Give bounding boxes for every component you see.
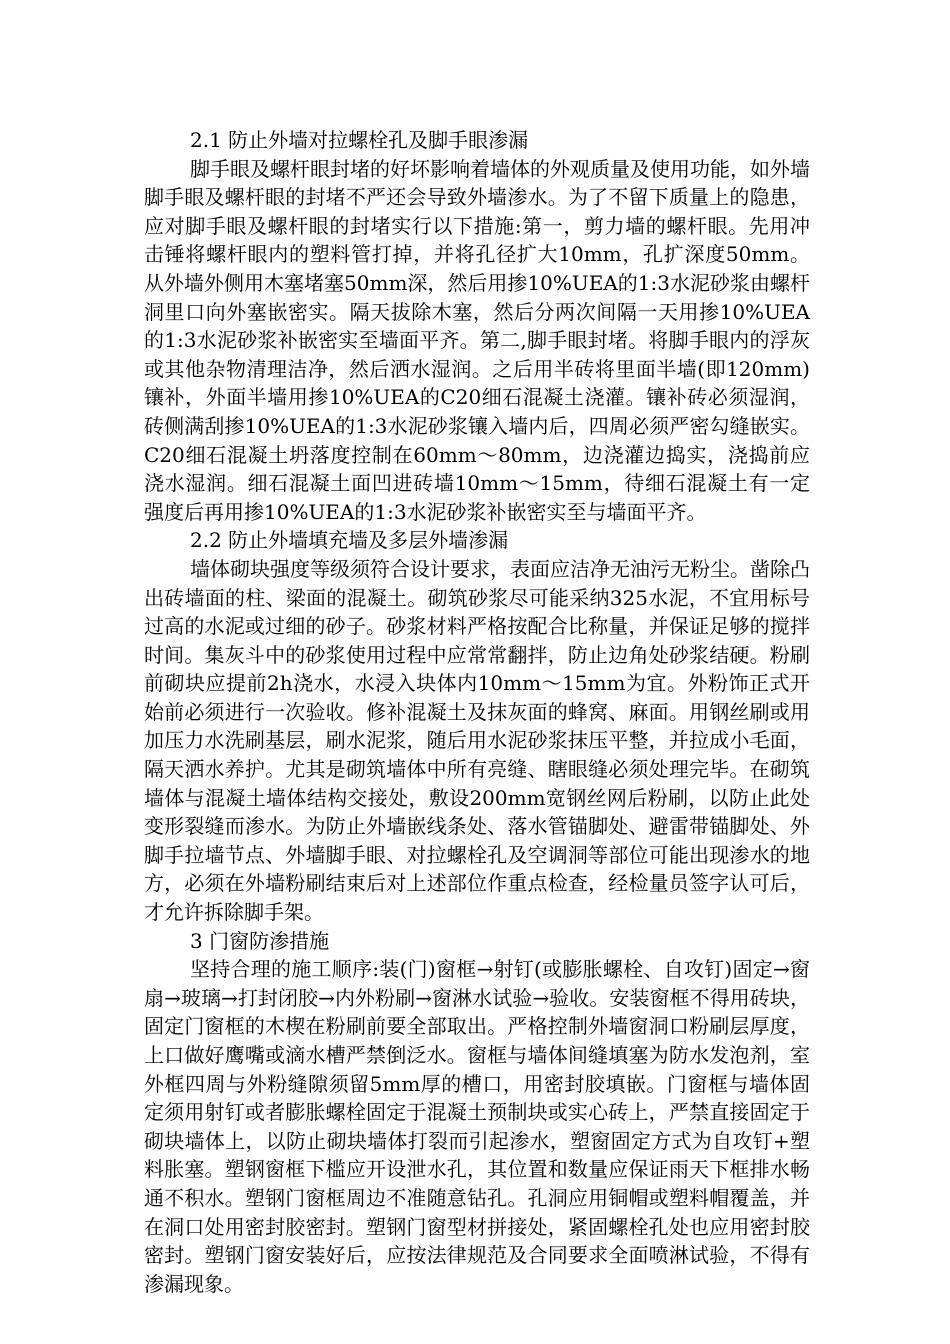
section-heading-2-1: 2.1 防止外墙对拉螺栓孔及脚手眼渗漏: [190, 128, 529, 152]
section-paragraph-2-2: 墙体砌块强度等级须符合设计要求，表面应洁净无油污无粉尘。凿除凸出砖墙面的柱、梁面的混凝土。砌筑砂浆尽可能采纳325水泥，不宜用标号过高的水泥或过细的砂子。砂浆材料严格按配合比称量，并保证足够的搅拌时间。集灰斗中的砂浆使用过程中应常常翻拌，防止边角处砂浆结硬。粉刷前砌块应提前2h浇水，水浸入块体内10mm～15mm为宜。外粉饰正式开始前必须进行一次验收。修补混凝土及抹灰面的蜂窝、麻面。用钢丝刷或用加压力水洗刷基层，刷水泥浆，随后用水泥砂浆抹压平整，并拉成小毛面，隔天洒水养护。尤其是砌筑墙体中所有亮缝、瞎眼缝必须处理完毕。在砌筑墙体与混凝土墙体结构交接处，敷设200mm宽钢丝网后粉刷，以防止此处变形裂缝而渗水。为防止外墙嵌线条处、落水管锚脚处、避雷带锚脚处、外脚手拉墙节点、外墙脚手眼、对拉螺栓孔及空调洞等部位可能出现渗水的地方，必须在外墙粉刷结束后对上述部位作重点检查，经检量员签字认可后，才允许拆除脚手架。: [144, 556, 810, 925]
section-heading-2-2: 2.2 防止外墙填充墙及多层外墙渗漏: [190, 528, 509, 553]
document-body: [144, 126, 810, 1298]
section-heading-3: 3 门窗防渗措施: [190, 928, 330, 953]
section-paragraph-2-1: 脚手眼及螺杆眼封堵的好坏影响着墙体的外观质量及使用功能，如外墙脚手眼及螺杆眼的封堵不严还会导致外墙渗水。为了不留下质量上的隐患，应对脚手眼及螺杆眼的封堵实行以下措施:第一，剪力墙的螺杆眼。先用冲击锤将螺杆眼内的塑料管打掉，并将孔径扩大10mm，孔扩深度50mm。从外墙外侧用木塞堵塞50mm深，然后用掺10%UEA的1:3水泥砂浆由螺杆洞里口向外塞嵌密实。隔天拔除木塞，然后分两次间隔一天用掺10%UEA的1:3水泥砂浆补嵌密实至墙面平齐。第二,脚手眼封堵。将脚手眼内的浮灰或其他杂物清理洁净，然后洒水湿润。之后用半砖将里面半墙(即120mm)镶补，外面半墙用掺10%UEA的C20细石混凝土浇灌。镶补砖必须湿润，砖侧满刮掺10%UEA的1:3水泥砂浆镶入墙内后，四周必须严密勾缝嵌实。C20细石混凝土坍落度控制在60mm～80mm，边浇灌边捣实，浇捣前应浇水湿润。细石混凝土面凹进砖墙10mm～15mm，待细石混凝土有一定强度后再用掺10%UEA的1:3水泥砂浆补嵌密实至与墙面平齐。: [144, 156, 810, 524]
section-paragraph-3: 坚持合理的施工顺序:装(门)窗框→射钉(或膨胀螺栓、自攻钉)固定→窗扇→玻璃→打封闭胶→内外粉刷→窗淋水试验→验收。安装窗框不得用砖块，固定门窗框的木楔在粉刷前要全部取出。严格控制外墙窗洞口粉刷层厚度，上口做好鹰嘴或滴水槽严禁倒泛水。窗框与墙体间缝填塞为防水发泡剂，室外框四周与外粉缝隙须留5mm厚的槽口，用密封胶填嵌。门窗框与墙体固定须用射钉或者膨胀螺栓固定于混凝土预制块或实心砖上，严禁直接固定于砌块墙体上，以防止砌块墙体打裂而引起渗水，塑窗固定方式为自攻钉+塑料胀塞。塑钢窗框下槛应开设泄水孔，其位置和数量应保证雨天下框排水畅通不积水。塑钢门窗框周边不准随意钻孔。孔洞应用铜帽或塑料帽覆盖，并在洞口处用密封胶密封。塑钢门窗型材拼接处，紧固螺栓孔处也应用密封胶密封。塑钢门窗安装好后，应按法律规范及合同要求全面喷淋试验，不得有渗漏现象。: [144, 957, 810, 1296]
